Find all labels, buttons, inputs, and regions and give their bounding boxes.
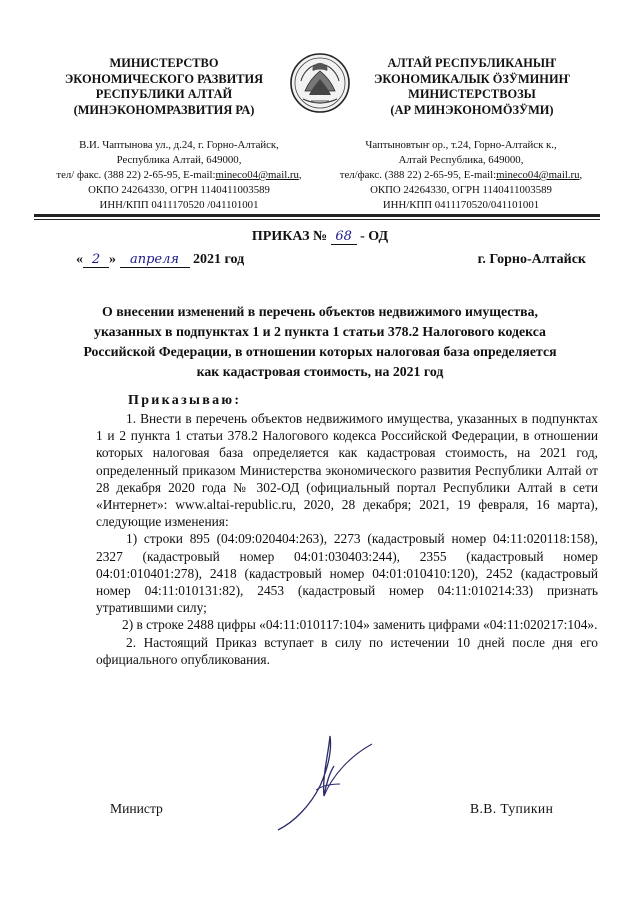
order-city: г. Горно-Алтайск <box>477 252 586 267</box>
email-link[interactable]: mineco04@mail.ru <box>215 169 299 181</box>
address-line: ИНН/КПП 0411170520/041101001 <box>382 199 540 211</box>
address-line: ИНН/КПП 0411170520 /041101001 <box>99 199 259 211</box>
order-title-suffix: - ОД <box>360 229 389 244</box>
address-line: ОКПО 24264330, ОГРН 1140411003589 <box>88 184 270 196</box>
address-block-russian <box>48 138 310 213</box>
header-line: АЛТАЙ РЕСПУБЛИКАНЫҤ <box>387 56 557 70</box>
handwritten-signature-icon <box>270 726 380 836</box>
signer-position: Министр <box>110 801 163 816</box>
order-date-line <box>76 252 586 268</box>
order-number: 68 <box>331 229 357 245</box>
paragraph-1: 1. Внести в перечень объектов недвижимого имущества, указанных в подпунктах 1 и 2 пункта 1 статьи 378.2 Налогового кодекса Российской Федерации, в отношении которых налоговая база определяется как кадастровая стоимость, на 2021 год, определенный приказом Министерства экономического развития Республики Алтай от 28 декабря 2020 года № 302-ОД (официальный портал Республики Алтай в сети «Интернет»: www.altai-republic.ru, 2020, 28 декабря; 2021, 19 февраля, 16 марта), следующие изменения: <box>96 411 598 530</box>
order-title-prefix: ПРИКАЗ № <box>251 229 328 244</box>
address-block-altai <box>326 138 596 213</box>
address-line: В.И. Чаптынова ул., д.24, г. Горно-Алтайск, <box>79 139 279 151</box>
address-line: Республика Алтай, 649000, <box>116 154 242 166</box>
contact-text: , <box>579 169 583 181</box>
header-line: МИНИСТЕРСТВОЗЫ <box>408 87 536 101</box>
header-line: МИНИСТЕРСТВО <box>109 56 219 70</box>
ministry-header-altai <box>352 56 592 118</box>
order-body <box>96 410 598 668</box>
header-line: (АР МИНЭКОНОМӦЗӰМИ) <box>390 102 554 117</box>
header-divider-thin <box>34 219 600 220</box>
order-date-year: 2021 год <box>193 252 245 267</box>
order-date-month: апреля <box>120 252 190 268</box>
subparagraph-1-2: 2) в строке 2488 цифры «04:11:010117:104» заменить цифрами «04:11:020217:104». <box>122 617 598 633</box>
header-line: ЭКОНОМИКАЛЫК ӦЗӰМИНИҤ <box>373 71 571 86</box>
address-line: ОКПО 24264330, ОГРН 1140411003589 <box>370 184 552 196</box>
paragraph-2: 2. Настоящий Приказ вступает в силу по истечении 10 дней после дня его официального опубликования. <box>96 634 598 667</box>
ministry-header-russian <box>48 56 280 118</box>
header-line: РЕСПУБЛИКИ АЛТАЙ <box>95 87 233 101</box>
coat-of-arms-emblem-icon <box>289 51 351 115</box>
header-line: ЭКОНОМИЧЕСКОГО РАЗВИТИЯ <box>64 71 264 86</box>
email-link[interactable]: mineco04@mail.ru <box>496 169 580 181</box>
header-line: (МИНЭКОНОМРАЗВИТИЯ РА) <box>73 102 255 117</box>
header-divider-thick <box>34 214 600 217</box>
order-subject: О внесении изменений в перечень объектов недвижимого имущества, указанных в подпунктах 1 и 2 пункта 1 статьи 378.2 Налогового кодекса Российской Федерации, в отношении которых налоговая база определяется как кадастровая стоимость, на 2021 год <box>83 304 557 379</box>
contact-text: тел/факс. (388 22) 2-65-95, E-mail: <box>339 169 497 181</box>
address-line: Алтай Республика, 649000, <box>398 154 524 166</box>
address-line <box>48 168 310 183</box>
date-quote-close: » <box>109 252 116 267</box>
contact-text: тел/ факс. (388 22) 2-65-95, E-mail: <box>56 169 216 181</box>
contact-text: , <box>298 169 302 181</box>
address-line <box>326 168 596 183</box>
order-date-day: 2 <box>83 252 109 268</box>
address-line: Чаптыновтыҥ ор., т.24, Горно-Алтайск к., <box>365 139 557 151</box>
subparagraph-1-1: 1) строки 895 (04:09:020404:263), 2273 (кадастровый номер 04:11:020118:158), 2327 (кадастровый номер 04:01:030403:244), 2355 (кадастровый номер 04:01:010401:278), 2418 (кадастровый номер 04:01:010410:120), 2452 (кадастровый номер 04:11:010131:82), 2453 (кадастровый номер 04:11:010214:33) признать утратившими силу; <box>96 531 598 616</box>
decree-heading: Приказываю: <box>128 393 242 408</box>
order-title <box>0 229 640 245</box>
signer-name: В.В. Тупикин <box>470 801 554 816</box>
date-quote-open: « <box>76 252 83 267</box>
